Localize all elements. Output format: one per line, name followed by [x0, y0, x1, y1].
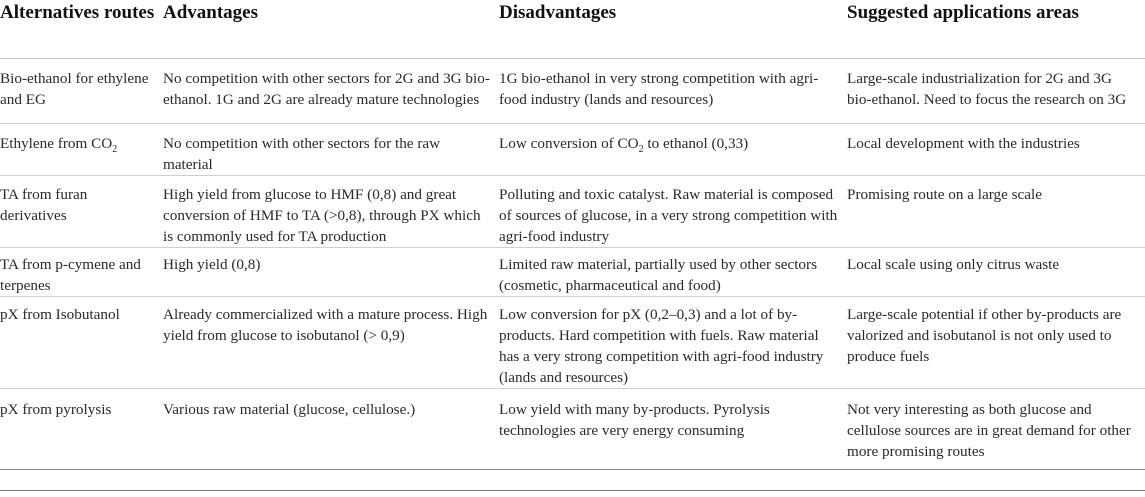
disadvantages-cell: 1G bio-ethanol in very strong competition with agri-food industry (lands and resources) — [499, 70, 819, 108]
applications-cell: Local development with the industries — [847, 135, 1080, 152]
applications-cell: Not very interesting as both glucose and cellulose sources are in great demand for other more promising routes — [847, 401, 1131, 460]
table-row — [0, 59, 1145, 124]
applications-cell: Local scale using only citrus waste — [847, 256, 1060, 273]
disadvantages-cell: Low yield with many by-products. Pyrolysis technologies are very energy consuming — [499, 401, 770, 439]
table-row — [0, 248, 1145, 297]
disadvantages-text-suffix: to ethanol (0,33) — [643, 135, 749, 152]
applications-cell: Large-scale industrialization for 2G and 3G bio-ethanol. Need to focus the research on 3G — [847, 70, 1127, 108]
advantages-cell: Already commercialized with a mature process. High yield from glucose to isobutanol (> 0,9) — [163, 306, 488, 344]
disadvantages-cell: Low conversion for pX (0,2–0,3) and a lot of by-products. Hard competition with fuels. Raw material has a very strong competition with agri-food industry (lands and resources) — [499, 306, 824, 386]
route-cell: pX from Isobutanol — [0, 306, 120, 323]
route-cell: Bio-ethanol for ethylene and EG — [0, 70, 149, 108]
advantages-cell: Various raw material (glucose, cellulose.) — [163, 401, 416, 418]
disadvantages-cell — [499, 124, 847, 176]
advantages-cell: High yield from glucose to HMF (0,8) and great conversion of HMF to TA (>0,8), through PX which is commonly used for TA production — [163, 186, 481, 245]
disadvantages-cell: Polluting and toxic catalyst. Raw material is composed of sources of glucose, in a very strong competition with agri-food industry — [499, 186, 838, 245]
table-row — [0, 297, 1145, 389]
header-alternatives-routes: Alternatives routes — [0, 2, 155, 23]
header-suggested-applications: Suggested applications areas — [847, 2, 1079, 23]
route-text: Ethylene from CO — [0, 135, 113, 152]
applications-cell: Large-scale potential if other by-products are valorized and isobutanol is not only used to produce fuels — [847, 306, 1122, 365]
advantages-cell: No competition with other sectors for 2G and 3G bio-ethanol. 1G and 2G are already mature technologies — [163, 70, 490, 108]
route-cell: TA from p-cymene and terpenes — [0, 256, 141, 294]
advantages-cell: No competition with other sectors for the raw material — [163, 135, 441, 173]
advantages-cell: High yield (0,8) — [163, 256, 261, 273]
table-row — [0, 176, 1145, 248]
table-row — [0, 124, 1145, 176]
route-cell: pX from pyrolysis — [0, 401, 112, 418]
subscript: 2 — [112, 144, 118, 156]
route-cell: TA from furan derivatives — [0, 186, 88, 224]
header-row — [0, 0, 1145, 59]
disadvantages-text: Low conversion of CO — [499, 135, 639, 152]
table-row — [0, 389, 1145, 470]
disadvantages-cell: Limited raw material, partially used by other sectors (cosmetic, pharmaceutical and food) — [499, 256, 817, 294]
header-disadvantages: Disadvantages — [499, 2, 617, 23]
header-advantages: Advantages — [163, 2, 259, 23]
route-cell — [0, 124, 163, 176]
bottom-rule — [0, 490, 1145, 491]
applications-cell: Promising route on a large scale — [847, 186, 1042, 203]
subscript: 2 — [638, 144, 644, 156]
